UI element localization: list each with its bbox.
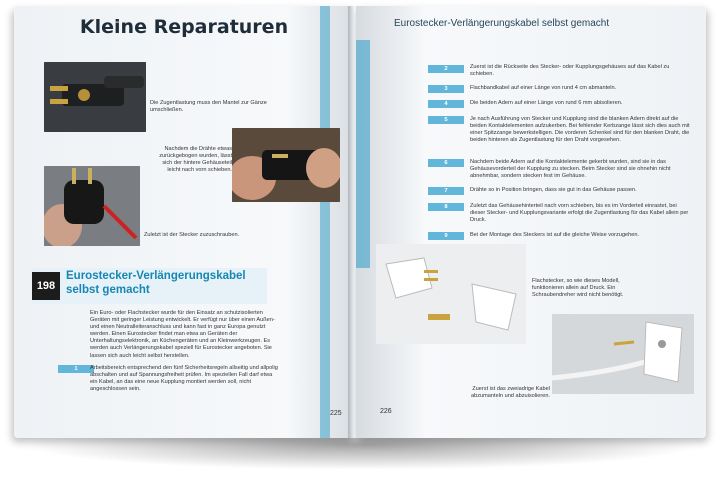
photo-flat-plug-parts [376,244,526,344]
step-badge-3: 3 [428,85,464,93]
step-badge-6: 6 [428,159,464,167]
photo-screw-plug [44,166,140,246]
step-text-7: Drähte so in Position bringen, dass sie gut in das Gehäuse passen. [470,187,637,193]
right-page [356,6,706,438]
step-text-5: Je nach Ausführung von Stecker und Kupplung sind die blanken Adern direkt auf die beiden Kontaktelementen aufzukerben. Bei fehlender Kerbzange lässt sich dies auch mit einer Spitzzange bewerkstelligen. Die vorderen Schenkel sind für den blanken Draht, die beiden hinteren als Zugentlastung für den Draht vorgesehen. [470,116,690,144]
section-number: 198 [32,272,60,300]
flat-plug-illustration [376,244,526,344]
page-title-right: Eurostecker-Verlängerungskabel selbst gemacht [394,18,610,29]
photo-plug-strain-relief [44,62,146,132]
cable-illustration [552,314,694,394]
plug-illustration [44,62,146,132]
step-badge-1: 1 [58,365,94,373]
step-text-8: Zuletzt das Gehäusehinterteil nach vorn schieben, bis es im Vorderteil einrastet, bei dieser Stecker- und Kupplungsvariante erfolgt die Zugentlastung für das Kabel allein per Druck. [470,203,689,224]
step-badge-4: 4 [428,100,464,108]
step-text-3: Flachbandkabel auf einer Länge von rund 4 cm abmanteln. [470,85,617,91]
side-accent-bar [320,6,330,438]
step-badge-5: 5 [428,116,464,124]
step-text-9: Bei der Montage des Steckers ist auf die gleiche Weise vorzugehen. [470,232,640,238]
section-title: Eurostecker-Verlängerungskabel selbst gemacht [66,270,246,296]
page-title: Kleine Reparaturen [79,16,289,38]
photo-stripped-cable [552,314,694,394]
side-accent-bar-right [356,40,370,268]
step-badge-7: 7 [428,187,464,195]
left-page [14,6,354,438]
step-text-1: Arbeitsbereich entsprechend den fünf Sicherheitsregeln allseitig und allpolig abschalten und auf Spannungsfreiheit prüfen. Im speziellen Fall darf etwa ein Kabel, an das eine neue Kupplung montiert werden soll, nicht angeschlossen sein. [90,365,278,393]
caption-2: Nachdem die Drähte etwas zurückgebogen wurden, lässt sich der hintere Gehäuseteil leicht nach vorn schieben. [159,146,232,173]
step-badge-8: 8 [428,203,464,211]
caption-right-2: Zuerst ist das zweiadrige Kabel abzumanteln und abzuisolieren. [471,386,550,399]
section-body: Ein Euro- oder Flachstecker wurde für den Einsatz an schutzisolierten Geräten mit geringer Leistung entwickelt. Er verfügt nur über einen Außen- und einen Neutralleiteranschluss und kann fast in ganz Europa genutzt werden. Einen Eurostecker findet man etwa an Geräten der Unterhaltungselektronik, an Küchengeräten und an Kleinwerkzeugen. Es werden auch Verlängerungskabel speziell für Eurostecker angeboten. Sie lassen sich auch leicht selbst herstellen. [90,310,275,359]
step-badge-9: 9 [428,232,464,240]
caption-right-1: Flachstecker, so wie dieses Modell, funktionieren allein auf Druck. Ein Schraubendreher wird nicht benötigt. [532,278,624,298]
step-text-4: Die beiden Adern auf einer Länge von rund 6 mm abisolieren. [470,100,623,106]
housing-illustration [232,128,340,202]
step-text-6: Nachdem beide Adern auf die Kontaktelemente gekerbt wurden, sind sie in das Gehäusevorderteil der Kupplung zu stecken. Beim Stecker sind sie ohnehin nicht abnehmbar, sondern stecken fest im Gehäuse. [470,159,671,180]
photo-housing-slide [232,128,340,202]
page-number-left: 225 [330,410,342,417]
step-badge-2: 2 [428,65,464,73]
caption-3: Zuletzt ist der Stecker zuzuschrauben. [144,232,240,238]
step-text-2: Zuerst ist die Rückseite des Stecker- oder Kupplungsgehäuses auf das Kabel zu schieben. [470,64,670,78]
screwing-illustration [44,166,140,246]
caption-1: Die Zugentlastung muss den Mantel zur Gänze umschließen. [150,100,267,113]
page-number-right: 226 [380,408,392,415]
